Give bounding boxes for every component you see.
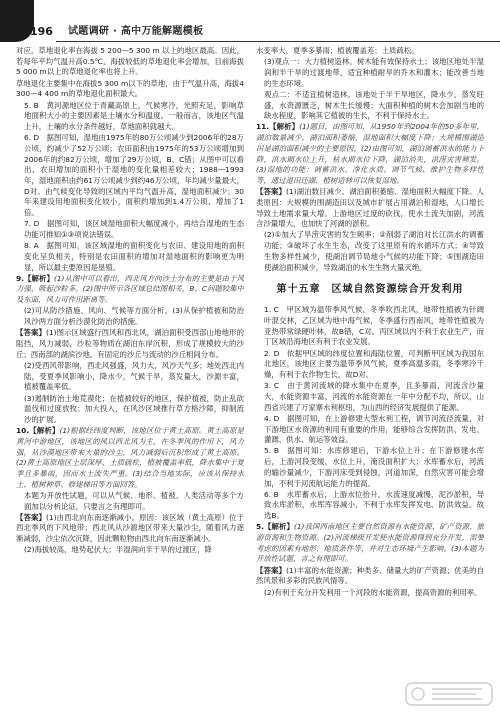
page-number: 196 <box>30 25 53 38</box>
answer-paragraph <box>16 79 244 100</box>
paragraph-text: 6. D 据图可知，湿地由1975年的80万公顷减少到2006年的28万公顷，约减少了52万公顷；农田面积由1975年的53万公顷增加到2006年的约82万公顷，增加了29万公顷，B、C错；从图中可以看出，农田增加的面积小于湿地的变化量相差较大；1988—1993年，湿地面积由约61万公顷减少到约46万公顷，年均减少量最大，D对。由气候变化导致的区域内平均气温升高，湿地面积减少；30年来建设用地面积变化较小，面积约增加到1.4万公顷，增加了1倍。 <box>24 133 244 218</box>
paragraph-text: (2)海拔较高，地势起伏大；半湿润向半干旱的过渡区，降 <box>24 545 212 555</box>
answer-paragraph <box>16 545 244 556</box>
answer-paragraph <box>256 588 484 599</box>
answer-paragraph <box>256 446 484 489</box>
answer-label: 【答案】 <box>256 187 287 197</box>
answer-paragraph <box>16 306 244 327</box>
answer-paragraph <box>16 274 244 306</box>
paragraph-text: 3. C 由于黄河流域的降水集中在夏季，且多暴雨，河流含沙量大，水能资源丰富，河流的水能资源在一年中分配不均，所以，山西省兴建了万家寨水利枢纽，为山西的经济发展提供了能源。 <box>264 381 484 412</box>
paragraph-text: 本题为开放性试题，可以从气候、地形、植被、人类活动等多个方面加以分析论证，只要言之有理即可。 <box>24 490 244 511</box>
paragraph-text: (1)湖泊数目减少、湖泊面积萎缩、湿地面积大幅度下降。人类原因：大规模的围湖造田以及城市扩展占用湖泊和湿地，人口增长导致土地需求量大增。上游地区过度的砍伐，使水土流失加剧，河流含沙量增大，也加快了河湖的淤积。 <box>256 187 484 229</box>
analysis-label: 9.【解析】 <box>16 273 54 283</box>
answer-paragraph <box>256 90 484 122</box>
paragraph-text: (3)观点一：大力植树造林。树木能有效保持水土；该地区地处半湿润和半干旱的过渡地带，适宜种植耐旱的乔木和灌木；能改善当地的生态环境。 <box>264 57 484 88</box>
answer-paragraph <box>256 349 484 381</box>
answer-label: 【答案】 <box>16 512 47 522</box>
answer-paragraph <box>256 230 484 273</box>
paragraph-text: 5. B 据图可知：水库修建后，下游水位上升；在下游修建水库后，上游河段变缓，水位上升，淹没面积扩大；水库蓄水后，河流的输沙量减少，下游河床受到侵蚀，河道加深，自然灾害可能会增加，不利于河流航运能力的提高。 <box>264 446 484 488</box>
paragraph-text: (1)从图中可以看出，西北风方向沙土分布的主要是由于风力强、吸起沙粒多。(2)图中所示各区域总结图相关，B、C问题较集中及东面，风力可作用距离等。 <box>16 273 244 305</box>
chapter-title: 第十五章 区域自然资源综合开发利用 <box>276 284 464 296</box>
paragraph-text: 水变率大，夏季多暴雨；植被覆盖差；土质疏松。 <box>256 46 419 55</box>
paragraph-text: 对应，草地退化率在海拔 5 200—5 300 m 以上的地区最高。因此，若每年平均气温升高0.5℃，海拔较低的草地退化率会增加，目前海拔5 000 m以上的草地退化率也将上升。 <box>16 46 244 77</box>
paragraph-text: (1)题目，由图可知，从1950年到2004年的50多年里，湖泊数量减少，湖泊面积萎缩，湿地面积大幅度下降；大规模围湖造田是湖泊面积减少的主要原因。(2)由图可知，湖泊调蓄洪水的能力下降，洪水期水位上升，枯水期水位下降，湖泊消失，洪涝灾害频发。(3)湿地的功能：调蓄洪水、净化水质、调节气候、维护生物多样性等，通过退田还湖、植树造林可以恢复湿地。 <box>256 122 484 185</box>
answer-paragraph <box>16 219 244 240</box>
answer-paragraph <box>16 394 244 426</box>
answer-paragraph <box>256 566 484 587</box>
paragraph-text: (1)我国西南地区主要自然资源有水能资源、矿产资源、旅游资源和生物资源。(2)河流梯级开发使水能资源得到充分开发，需要考虑的因素有地形、地质条件等，并对生态环境产生影响。(3)本题为开放性试题，言之有理即可。 <box>256 522 484 564</box>
answer-paragraph <box>16 491 244 512</box>
paragraph-text: 7. D 据图可知，该区域湿地面积大幅度减小，再结合湿地的生态功能可推知①③项说法错误。 <box>24 219 244 239</box>
book-title: 试题调研 · 高中万能解题模板 <box>68 26 204 37</box>
analysis-label: 5.【解析】 <box>256 522 294 532</box>
paragraph-text: 1. C 甲区域为温带季风气候，冬季吹西北风，地带性植被为针阔叶混交林，乙区域为地中海气候，冬季盛行西南风，地带性植被为亚热带常绿硬叶林，故B错，C对。丙区域以内不利于农业生产，而丁区域沿海地区有利于农业发展。 <box>264 305 484 347</box>
paragraph-text: 草地退化主要集中在海拔5 300 m以下的草地，由于气温升高，海拔4 300—4 400 m的草地退化面积最大。 <box>16 78 244 99</box>
answer-paragraph <box>16 361 244 393</box>
corner-tab-decoration <box>0 0 34 42</box>
answer-paragraph <box>256 490 484 522</box>
answer-paragraph <box>256 522 484 565</box>
answer-paragraph <box>16 426 244 490</box>
paragraph-text: (3)遏制防治土地荒漠化；在植被较好的地区，保护植被，防止乱砍滥伐和过度放牧；加大投入，在风沙区域推行草方格沙障，抑制流沙的扩展。 <box>24 393 244 424</box>
answer-paragraph <box>256 187 484 230</box>
answer-paragraph <box>256 414 484 446</box>
paragraph-text: (1)由西北向东南逐渐减小。原因：该区域（黄土高原）位于西北季风的下风地带；西北风从沙源地区带来大量沙尘，随着风力逐渐减弱，沙尘依次沉降，因此颗粒物由西北向东南逐渐减小。 <box>16 512 244 544</box>
answer-label: 【答案】 <box>256 565 287 575</box>
answer-paragraph <box>16 241 244 273</box>
paragraph-text: (2)有利于充分开发利用一个河段的水能资源，提高资源的利用率。 <box>264 587 482 597</box>
paragraph-text: 2. D 依据甲区域的纬度位置和海陆位置，可判断甲区域为我国东北地区，该地区主要为温带季风气候，夏季高温多雨，冬季寒冷干燥，有利于农作物生长，故D对。 <box>264 348 484 379</box>
answer-paragraph <box>16 513 244 545</box>
left-column <box>16 46 244 696</box>
answer-paragraph <box>256 46 484 57</box>
answer-paragraph <box>16 328 244 360</box>
analysis-label: 11.【解析】 <box>256 122 300 132</box>
paragraph-text: 5. B 黄河源地区位于青藏高原上，气候寒冷，光照充足，影响草地面积大小的主要因素是土壤水分和温度。一般而言，该地区气温上升，土壤的水分条件越好，草地面积就越大。 <box>24 100 244 131</box>
watermark-logo-icon <box>404 679 494 709</box>
answer-paragraph <box>256 305 484 348</box>
paragraph-text: 4. D 据图可知，在上游修建大型水利工程，调节河流径流量，对下游地区水资源的利用有重要的作用，能够综合发挥防洪、发电、灌溉、供水、航运等效益。 <box>264 413 484 445</box>
paragraph-text: (1)丰富的水能资源；种类多、储量大的矿产资源；优美的自然风景和多彩的民族风情等。 <box>256 565 484 586</box>
paragraph-text: (2)①加大了旱涝灾害的发生频率；②削弱了湖泊对长江洪水的调蓄功能；③破坏了水生生态，改变了这里原有的水循环方式；④导致生物多样性减少，使湖泊调节局地小气候的功能下降；⑤围湖造田使湖泊面积减少，导致湖泊的水生生物大量灭绝。 <box>264 230 484 272</box>
answer-paragraph <box>16 133 244 219</box>
paragraph-text: (2)可从防沙措施、风向、气候等方面分析。(3)从保护植被和防治风沙两方面分析沙漠化防治的措施。 <box>24 306 244 327</box>
paragraph-text: (1)根据经纬度判断，该地区位于黄土高原。黄土高原是黄河中游地区，该地区的风以西北风为主，在冬季风的作用下，风力强，从沙漠地区带来大量的沙尘，风力减弱后沉积形成了黄土高原。(2)黄土高原地区土层深厚、土质疏松，植被覆盖率低，降水集中于夏季且多暴雨，因而水土流失严重。(3)结合当地实际，应该从保持水土、植树种草、修建梯田等方面回答。 <box>16 426 244 489</box>
answer-paragraph <box>16 101 244 133</box>
paragraph-text: (2)受西风带影响，西北风强盛，风力大，风沙天气多；地处西北内陆，受夏季风影响小，降水少，气候干旱，蒸发量大，沙源丰富，植被覆盖率低。 <box>24 360 244 392</box>
answer-paragraph <box>256 122 484 186</box>
answer-paragraph <box>256 57 484 89</box>
paragraph-text: (1)图示区域盛行西风和西北风，湖泊面积受西部山地地形的阻挡，风力减弱，沙粒等物质在湖泊东岸沉积，形成了规模较大的沙丘；西南部的湖滨沙地，有固定的沙丘与流动的沙丘相间分布。 <box>16 328 244 359</box>
header-divider <box>56 41 500 42</box>
answer-label: 【答案】 <box>16 328 47 338</box>
analysis-label: 10.【解析】 <box>16 426 60 436</box>
answer-paragraph <box>16 46 244 78</box>
paragraph-text: 8. A 据图可知，该区域湿地的面积变化与农田、建设用地的面积变化呈负相关，特别是农田面积的增加对湿地面积的影响更为明显，所以最主要原因是垦殖。 <box>24 241 244 272</box>
answer-paragraph <box>256 381 484 413</box>
paragraph-text: 观点二：不适宜植树造林。该地处于半干旱地区，降水少，蒸发旺盛，水资源匮乏，树木生长缓慢；大面积种植的树木会加剧当地的缺水程度，影响其它植被的生长，不利于保持水土。 <box>264 89 484 121</box>
paragraph-text: 6. B 水库蓄水后，上游水位抬升，水流速度减慢，泥沙淤积，导致水库淤积，水库库容减小，不利于水库发挥发电、防洪效益。故选B。 <box>264 489 484 521</box>
right-column <box>256 46 484 696</box>
page-header <box>0 0 500 42</box>
